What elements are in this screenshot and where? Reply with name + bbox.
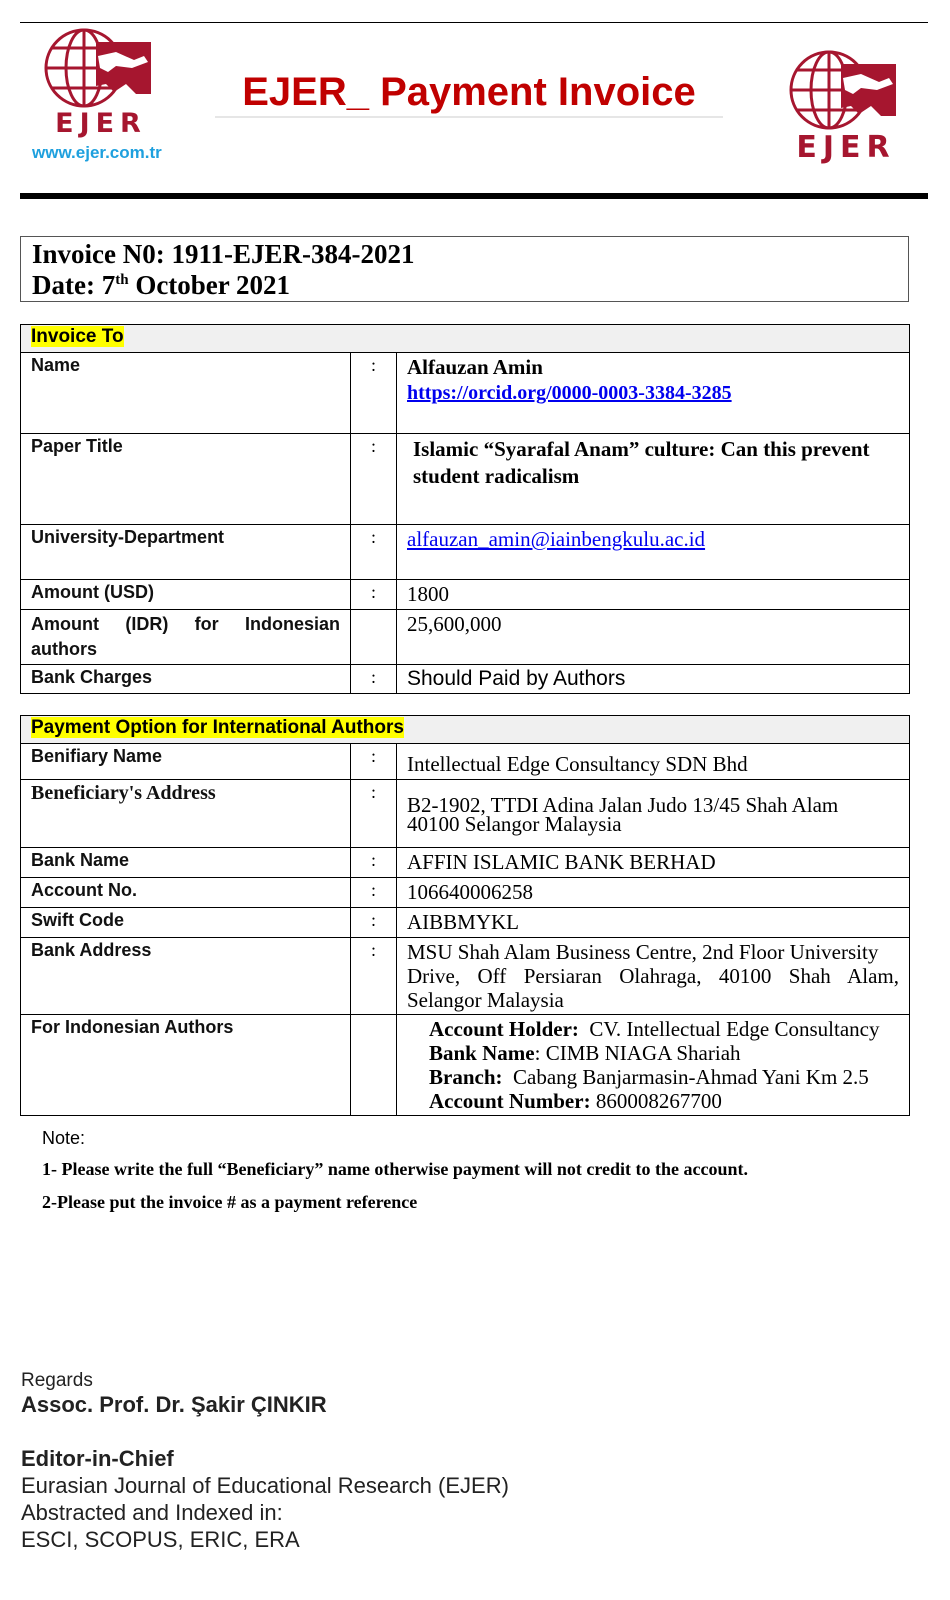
table-row (21, 1015, 910, 1116)
account-number: 106640006258 (397, 878, 910, 908)
row-label: Benifiary Name (21, 744, 351, 780)
payment-option-table (20, 715, 910, 1116)
row-separator: : (351, 848, 397, 878)
row-separator: : (351, 744, 397, 780)
note-label: Note: (42, 1128, 86, 1148)
globe-map-icon (36, 26, 166, 108)
row-label: For Indonesian Authors (21, 1015, 351, 1116)
row-separator: : (351, 878, 397, 908)
row-label: Swift Code (21, 908, 351, 938)
row-separator: : (351, 780, 397, 848)
table-row (21, 908, 910, 938)
bank-name: AFFIN ISLAMIC BANK BERHAD (397, 848, 910, 878)
journal-name: Eurasian Journal of Educational Research (EJER) (21, 1473, 509, 1498)
row-label: Paper Title (21, 434, 351, 525)
signature-block (21, 1370, 509, 1553)
account-holder: Account Holder: CV. Intellectual Edge Consultancy (429, 1017, 880, 1041)
row-label: Bank Address (21, 938, 351, 1015)
table-row (21, 780, 910, 848)
row-label: Amount (USD) (21, 580, 351, 610)
table-row (21, 434, 910, 525)
email-link[interactable]: alfauzan_amin@iainbengkulu.ac.id (407, 527, 706, 551)
site-url-link[interactable]: www.ejer.com.tr (32, 143, 162, 162)
row-label: Account No. (21, 878, 351, 908)
beneficiary-name: Intellectual Edge Consultancy SDN Bhd (397, 744, 910, 780)
paper-title: Islamic “Syarafal Anam” culture: Can this prevent student radicalism (397, 434, 910, 525)
beneficiary-address: B2-1902, TTDI Adina Jalan Judo 13/45 Shah Alam 40100 Selangor Malaysia (397, 780, 910, 848)
invoice-info-box (20, 236, 909, 302)
row-label: Amount (IDR) for Indonesian authors (21, 610, 351, 665)
orcid-link[interactable]: https://orcid.org/0000-0003-3384-3285 (407, 382, 732, 404)
table-row (21, 580, 910, 610)
logo-text: EJER (796, 130, 896, 165)
table-row (21, 525, 910, 580)
row-separator: : (351, 665, 397, 694)
note-item: 2-Please put the invoice # as a payment reference (42, 1192, 418, 1212)
table-row (21, 665, 910, 694)
author-name: Alfauzan Amin (407, 355, 543, 379)
invoice-to-table (20, 324, 910, 694)
row-label: Bank Name (21, 848, 351, 878)
row-separator: : (351, 580, 397, 610)
row-separator: : (351, 938, 397, 1015)
globe-map-icon (776, 48, 916, 130)
table-row (21, 744, 910, 780)
bank-charges: Should Paid by Authors (397, 665, 910, 694)
table-row (21, 353, 910, 434)
top-rule (20, 22, 928, 23)
note-item: 1- Please write the full “Beneficiary” name otherwise payment will not credit to the account. (42, 1159, 749, 1179)
logo-text: EJER (55, 108, 147, 139)
row-separator: : (351, 525, 397, 580)
indonesian-account-number: Account Number: 860008267700 (429, 1089, 722, 1113)
swift-code: AIBBMYKL (397, 908, 910, 938)
index-list: ESCI, SCOPUS, ERIC, ERA (21, 1527, 300, 1552)
invoice-number: Invoice N0: 1911-EJER-384-2021 (32, 239, 415, 269)
page-title: EJER_ Payment Invoice (242, 70, 696, 114)
row-separator (351, 1015, 397, 1116)
payment-heading: Payment Option for International Authors (31, 717, 404, 738)
section-header (21, 325, 910, 353)
table-row (21, 848, 910, 878)
bank-address: MSU Shah Alam Business Centre, 2nd Floor University Drive, Off Persiaran Olahraga, 40100 Shah Alam, Selangor Malaysia (397, 938, 910, 1015)
header-divider (20, 193, 928, 199)
ejer-logo-left (36, 26, 166, 139)
notes-section (42, 1128, 748, 1225)
invoice-to-heading: Invoice To (31, 326, 124, 347)
signatory-role: Editor-in-Chief (21, 1446, 174, 1471)
table-row (21, 878, 910, 908)
table-row (21, 610, 910, 665)
branch: Branch: Cabang Banjarmasin-Ahmad Yani Km 2.5 (429, 1065, 869, 1089)
amount-usd: 1800 (397, 580, 910, 610)
amount-idr: 25,600,000 (397, 610, 910, 665)
row-separator: : (351, 434, 397, 525)
row-label: Beneficiary's Address (21, 780, 351, 848)
row-label: Bank Charges (21, 665, 351, 694)
ejer-logo-right (776, 48, 916, 165)
section-header (21, 716, 910, 744)
title-underline (215, 116, 723, 118)
table-row (21, 938, 910, 1015)
invoice-date: Date: 7th October 2021 (32, 270, 291, 300)
indonesian-account-details (397, 1015, 910, 1116)
row-separator: : (351, 353, 397, 434)
row-separator (351, 610, 397, 665)
regards-text: Regards (21, 1370, 93, 1391)
row-value (397, 353, 910, 434)
row-label: Name (21, 353, 351, 434)
indonesian-bank-name: Bank Name: CIMB NIAGA Shariah (429, 1041, 741, 1065)
signatory-name: Assoc. Prof. Dr. Şakir ÇINKIR (21, 1392, 327, 1417)
indexed-label: Abstracted and Indexed in: (21, 1500, 283, 1525)
row-separator: : (351, 908, 397, 938)
row-label: University-Department (21, 525, 351, 580)
